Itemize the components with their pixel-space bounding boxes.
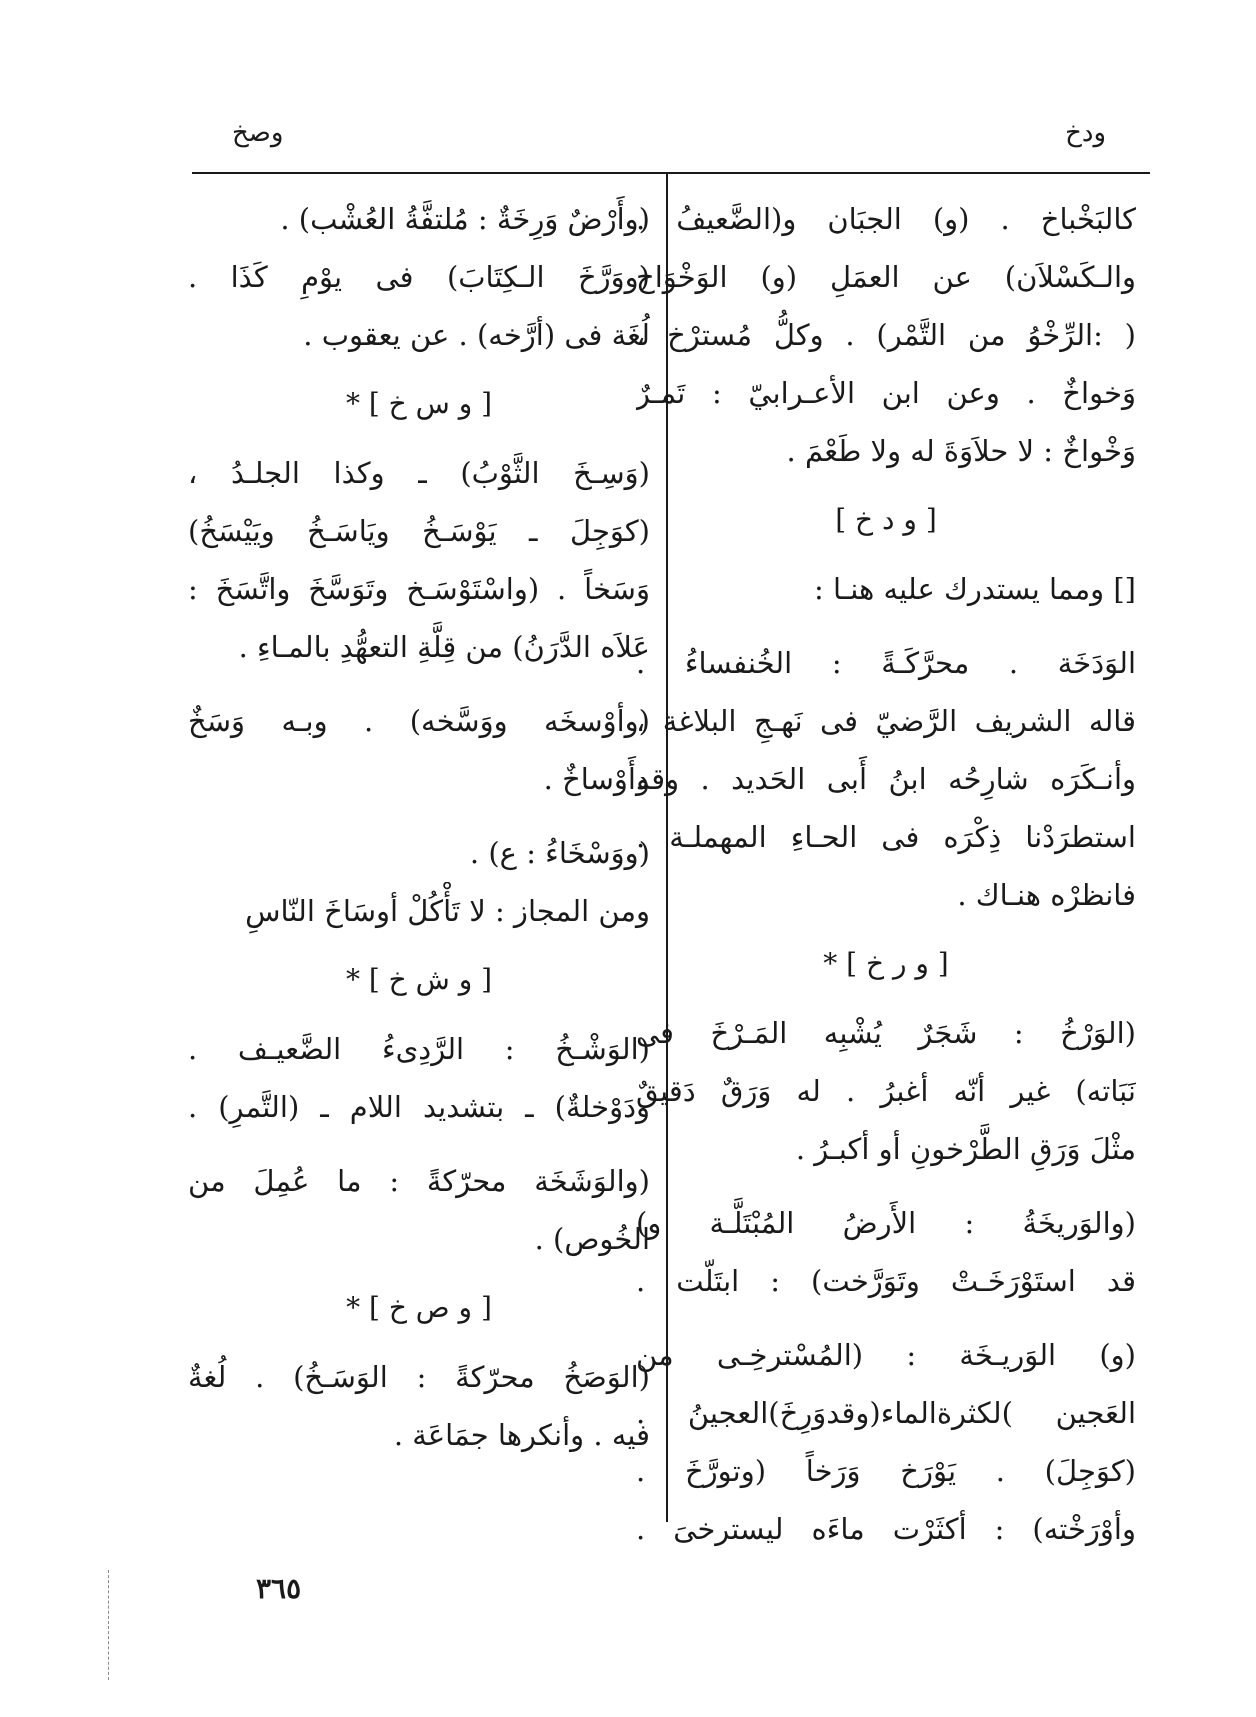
text-line: استطرَدْنا ذِكْرَه فى الحـاءِ المهملـة . <box>636 820 1136 854</box>
text-line: فيه . وأنكرها جمَاعَة . <box>393 1418 650 1452</box>
text-line: وَخْواخٌ : لا حلاَوَةَ له ولا طَعْمَ . <box>786 434 1136 468</box>
page-number: ٣٦٥ <box>256 1572 302 1605</box>
text-line: قاله الشريف الرَّضيّ فى نَهـجِ البلاغة ، <box>636 704 1136 738</box>
text-line: الخُوص) . <box>534 1222 650 1256</box>
text-line: فانظرْه هنـاك . <box>957 878 1136 912</box>
paragraph-spacer <box>636 1310 1136 1326</box>
text-line: (الوَشْـخُ : الرَّدِىءُ الضَّعيـف . <box>188 1032 650 1066</box>
text-line: (الوَصَخُ محرّكةً : الوَسَـخُ) . لُغةٌ <box>188 1360 650 1394</box>
text-line: العَجين )لكثرةالماء(وقدوَرِخَ)العجينُ . <box>636 1396 1136 1430</box>
text-line: ومن المجاز : لا تَأْكُلْ أوسَاخَ النّاسِ <box>245 894 650 928</box>
text-line: الوَدَخَة . محرَّكَـةً : الخُنفساءُ . <box>636 646 1136 680</box>
left-column <box>188 190 650 1464</box>
text-line: وأنـكَرَه شارِحُه ابنُ أَبى الحَديد . وقد <box>636 762 1136 796</box>
text-line: (كوَجِلَ) . يَوْرَخ وَرَخاً (وتورَّخَ . <box>636 1454 1136 1488</box>
entry-heading: [ و ش خ ] * <box>345 963 493 996</box>
paragraph-spacer <box>188 676 650 692</box>
text-line: (وأوْسخَه ووَسَّخه) . وبـه وَسَخٌ <box>188 704 650 738</box>
right-column <box>636 190 1136 1558</box>
text-line: وأَوْساخٌ . <box>543 762 650 796</box>
entry-heading: [ و د خ ] <box>835 503 937 536</box>
header-rule <box>192 172 1150 174</box>
entry-heading: [ و ر خ ] * <box>823 947 949 980</box>
text-line: ودَوْخلةٌ) ـ بتشديد اللام ـ (التَّمرِ) . <box>188 1090 650 1124</box>
text-line: والـكَسْلاَن) عن العمَلِ (و) الوَخْوَاخ <box>636 260 1136 294</box>
text-line: لُغَة فى (أرَّخه) . عن يعقوب . <box>303 318 650 352</box>
text-line: (وَسِـخَ الثَّوْبُ) ـ وكذا الجلـدُ ، <box>188 456 650 490</box>
text-line: (ووَسْخَاءُ : ع) . <box>469 836 650 870</box>
text-line: (الوَرْخُ : شَجَرٌ يُشْبِه المَـرْخَ فى <box>636 1016 1136 1050</box>
text-line: (وأَرْضٌ وَرِخَةٌ : مُلتفَّةُ العُشْب) . <box>280 202 650 236</box>
entry-heading: [ و ص خ ] * <box>346 1291 492 1324</box>
paragraph-spacer <box>188 1136 650 1152</box>
running-head-left: وصخ <box>232 118 284 148</box>
text-line: كالبَخْباخ . (و) الجبَان و(الضَّعيفُ . <box>636 202 1136 236</box>
text-line: (والوَريخَةُ : الأَرضُ المُبْتَلَّـة و) <box>636 1206 1136 1240</box>
paragraph-spacer <box>636 1178 1136 1194</box>
text-line: (كوَجِلَ ـ يَوْسَـخُ ويَاسَـخُ ويَيْسَخُ) <box>188 514 650 548</box>
margin-mark <box>108 1570 109 1680</box>
text-line: (والوَشَخَة محرّكةً : ما عُمِلَ من <box>188 1164 650 1198</box>
text-line: وأوْرَخْته) : أكثَرْت ماءَه ليسترخىَ . <box>636 1512 1136 1546</box>
column-divider <box>666 172 668 1522</box>
paragraph-spacer <box>636 618 1136 634</box>
text-line: قد استَوْرَخَـتْ وتَوَرَّخت) : ابتَلّت . <box>636 1264 1136 1298</box>
text-line: [] ومما يستدرك عليه هنـا : <box>813 572 1136 606</box>
text-line: مثْلَ وَرَقِ الطَّرْخونِ أو أكبـرُ . <box>795 1132 1136 1166</box>
text-line: (ووَرَّخَ الـكِتَابَ) فى يوْمِ كَذَا . <box>188 260 650 294</box>
entry-heading: [ و س خ ] * <box>345 387 493 420</box>
text-line: عَلاَه الدَّرَنُ) من قِلَّةِ التعهُّدِ بالمـاءِ . <box>238 630 650 664</box>
running-head-right: ودخ <box>1065 118 1106 148</box>
paragraph-spacer <box>188 808 650 824</box>
text-line: ( :الرِّخْوُ من التَّمْر) . وكلُّ مُسترْخ ، <box>636 318 1136 352</box>
text-line: وَسَخاً . (واسْتَوْسَـخ وتَوَسَّخَ واتَّسَخَ : <box>188 572 650 606</box>
text-line: وَخواخٌ . وعن ابن الأعـرابيّ : تَمـرٌ <box>636 376 1136 410</box>
text-line: (و) الوَريـخَة : (المُسْترخِـى من <box>636 1338 1136 1372</box>
text-line: نَبَاته) غير أنّه أغبرُ . له وَرَقٌ دَقيقٌ <box>636 1074 1136 1108</box>
